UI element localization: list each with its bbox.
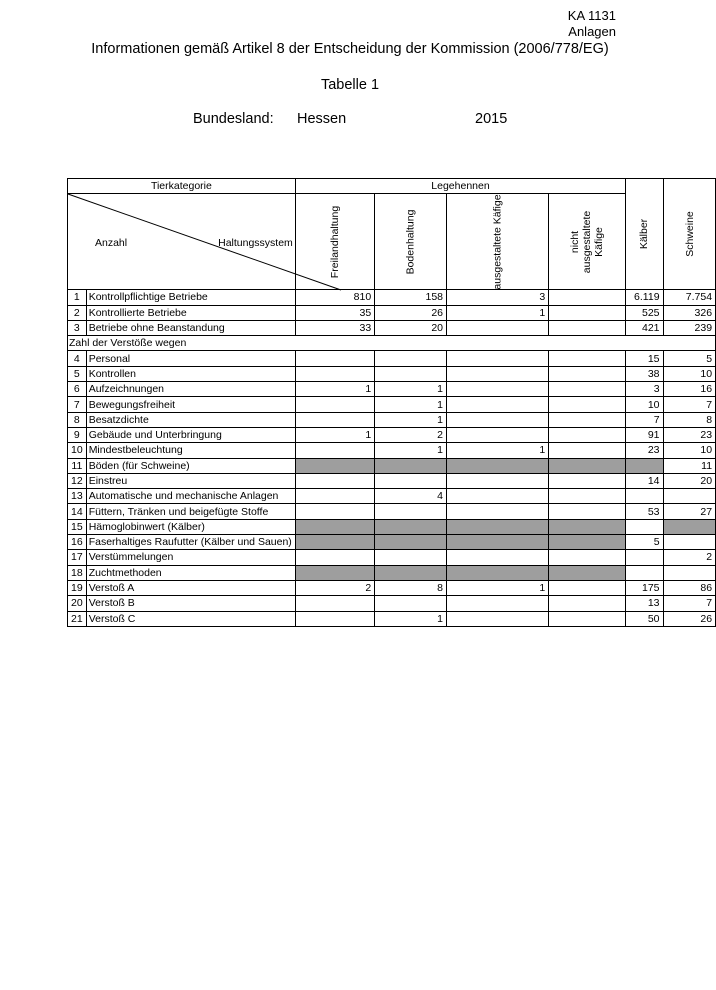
value-cell: 38 bbox=[626, 366, 663, 381]
value-cell: 20 bbox=[375, 320, 447, 335]
value-cell: 7 bbox=[663, 596, 716, 611]
value-cell bbox=[549, 580, 626, 595]
value-cell: 10 bbox=[663, 443, 716, 458]
value-cell: 810 bbox=[295, 290, 374, 305]
legehennen-header: Legehennen bbox=[295, 179, 625, 194]
table-row bbox=[68, 305, 716, 320]
value-cell bbox=[447, 458, 549, 473]
value-cell: 1 bbox=[375, 611, 447, 626]
value-cell: 2 bbox=[663, 550, 716, 565]
row-number: 20 bbox=[68, 596, 87, 611]
value-cell bbox=[295, 397, 374, 412]
value-cell bbox=[663, 565, 716, 580]
value-cell: 1 bbox=[375, 412, 447, 427]
value-cell bbox=[549, 427, 626, 442]
table-row bbox=[68, 489, 716, 504]
value-cell: 175 bbox=[626, 580, 663, 595]
value-cell bbox=[295, 443, 374, 458]
value-cell bbox=[549, 550, 626, 565]
row-label: Verstoß A bbox=[86, 580, 295, 595]
value-cell bbox=[626, 519, 663, 534]
value-cell: 1 bbox=[375, 382, 447, 397]
value-cell bbox=[295, 489, 374, 504]
value-cell bbox=[549, 489, 626, 504]
value-cell: 6.119 bbox=[626, 290, 663, 305]
value-cell: 421 bbox=[626, 320, 663, 335]
value-cell: 16 bbox=[663, 382, 716, 397]
row-number: 6 bbox=[68, 382, 87, 397]
row-number: 13 bbox=[68, 489, 87, 504]
row-number: 2 bbox=[68, 305, 87, 320]
value-cell: 1 bbox=[375, 443, 447, 458]
value-cell bbox=[375, 550, 447, 565]
value-cell: 23 bbox=[626, 443, 663, 458]
value-cell bbox=[295, 504, 374, 519]
row-number: 11 bbox=[68, 458, 87, 473]
column-header-ausgestaltete-kaefige: ausgestaltete Käfige bbox=[447, 194, 549, 290]
row-number: 1 bbox=[68, 290, 87, 305]
value-cell: 239 bbox=[663, 320, 716, 335]
row-number: 9 bbox=[68, 427, 87, 442]
value-cell bbox=[663, 519, 716, 534]
page-title: Informationen gemäß Artikel 8 der Entscheidung der Kommission (2006/778/EG) bbox=[91, 41, 609, 57]
value-cell bbox=[626, 565, 663, 580]
value-cell: 8 bbox=[663, 412, 716, 427]
value-cell bbox=[295, 473, 374, 488]
value-cell bbox=[626, 489, 663, 504]
value-cell: 3 bbox=[626, 382, 663, 397]
value-cell bbox=[375, 565, 447, 580]
value-cell: 35 bbox=[295, 305, 374, 320]
value-cell bbox=[549, 397, 626, 412]
table-row bbox=[68, 519, 716, 534]
value-cell bbox=[549, 519, 626, 534]
anlagen-label: Anlagen bbox=[568, 24, 616, 39]
value-cell: 91 bbox=[626, 427, 663, 442]
value-cell: 1 bbox=[375, 397, 447, 412]
value-cell: 33 bbox=[295, 320, 374, 335]
value-cell bbox=[375, 535, 447, 550]
value-cell bbox=[375, 458, 447, 473]
row-label: Verstoß B bbox=[86, 596, 295, 611]
table-row bbox=[68, 412, 716, 427]
value-cell bbox=[549, 382, 626, 397]
table-row bbox=[68, 535, 716, 550]
value-cell bbox=[549, 443, 626, 458]
value-cell bbox=[549, 305, 626, 320]
value-cell bbox=[447, 519, 549, 534]
value-cell bbox=[549, 504, 626, 519]
value-cell: 13 bbox=[626, 596, 663, 611]
row-label: Kontrollpflichtige Betriebe bbox=[86, 290, 295, 305]
table-row bbox=[68, 580, 716, 595]
diagonal-header-cell bbox=[68, 194, 296, 290]
value-cell bbox=[549, 596, 626, 611]
value-cell bbox=[375, 504, 447, 519]
column-header-bodenhaltung: Bodenhaltung bbox=[375, 194, 447, 290]
row-number: 18 bbox=[68, 565, 87, 580]
value-cell bbox=[447, 366, 549, 381]
value-cell: 1 bbox=[295, 382, 374, 397]
value-cell: 11 bbox=[663, 458, 716, 473]
row-label: Kontrollierte Betriebe bbox=[86, 305, 295, 320]
column-header-schweine: Schweine bbox=[663, 179, 716, 290]
value-cell bbox=[295, 351, 374, 366]
header-row-bottom bbox=[68, 194, 716, 290]
row-label: Kontrollen bbox=[86, 366, 295, 381]
column-header-freilandhaltung: Freilandhaltung bbox=[295, 194, 374, 290]
value-cell bbox=[626, 550, 663, 565]
row-number: 14 bbox=[68, 504, 87, 519]
row-label: Böden (für Schweine) bbox=[86, 458, 295, 473]
value-cell bbox=[549, 412, 626, 427]
table-row bbox=[68, 320, 716, 335]
value-cell bbox=[375, 519, 447, 534]
value-cell bbox=[295, 611, 374, 626]
value-cell bbox=[549, 473, 626, 488]
table-row bbox=[68, 351, 716, 366]
value-cell bbox=[447, 473, 549, 488]
value-cell: 158 bbox=[375, 290, 447, 305]
value-cell bbox=[447, 565, 549, 580]
value-cell: 525 bbox=[626, 305, 663, 320]
table-body bbox=[68, 179, 716, 627]
section-label: Zahl der Verstöße wegen bbox=[68, 336, 716, 351]
table-row bbox=[68, 504, 716, 519]
value-cell: 14 bbox=[626, 473, 663, 488]
value-cell bbox=[447, 550, 549, 565]
row-label: Füttern, Tränken und beigefügte Stoffe bbox=[86, 504, 295, 519]
value-cell bbox=[663, 535, 716, 550]
value-cell: 7 bbox=[663, 397, 716, 412]
value-cell bbox=[295, 565, 374, 580]
document-reference bbox=[568, 8, 616, 40]
row-label: Verstoß C bbox=[86, 611, 295, 626]
value-cell: 1 bbox=[447, 305, 549, 320]
row-label: Gebäude und Unterbringung bbox=[86, 427, 295, 442]
value-cell: 86 bbox=[663, 580, 716, 595]
header-row-top bbox=[68, 179, 716, 194]
value-cell: 1 bbox=[447, 443, 549, 458]
value-cell bbox=[447, 382, 549, 397]
value-cell: 26 bbox=[663, 611, 716, 626]
value-cell bbox=[549, 290, 626, 305]
value-cell bbox=[295, 412, 374, 427]
row-number: 3 bbox=[68, 320, 87, 335]
ka-number: KA 1131 bbox=[567, 8, 616, 23]
value-cell bbox=[295, 535, 374, 550]
row-label: Besatzdichte bbox=[86, 412, 295, 427]
value-cell bbox=[447, 504, 549, 519]
value-cell bbox=[549, 366, 626, 381]
row-label: Hämoglobinwert (Kälber) bbox=[86, 519, 295, 534]
table-row bbox=[68, 382, 716, 397]
row-number: 5 bbox=[68, 366, 87, 381]
table-row bbox=[68, 596, 716, 611]
inspection-table bbox=[67, 178, 716, 627]
row-number: 16 bbox=[68, 535, 87, 550]
column-header-kaelber: Kälber bbox=[626, 179, 663, 290]
table-row bbox=[68, 427, 716, 442]
value-cell: 5 bbox=[663, 351, 716, 366]
section-row bbox=[68, 336, 716, 351]
anzahl-label: Anzahl bbox=[95, 237, 128, 250]
value-cell bbox=[447, 320, 549, 335]
row-number: 12 bbox=[68, 473, 87, 488]
value-cell: 2 bbox=[375, 427, 447, 442]
row-number: 21 bbox=[68, 611, 87, 626]
haltungssystem-label: Haltungssystem bbox=[218, 237, 293, 250]
column-header-nicht-ausgestaltete-kaefige: nicht ausgestaltete Käfige bbox=[549, 194, 626, 290]
row-label: Automatische und mechanische Anlagen bbox=[86, 489, 295, 504]
value-cell bbox=[375, 366, 447, 381]
table-row bbox=[68, 550, 716, 565]
table-row bbox=[68, 473, 716, 488]
value-cell: 26 bbox=[375, 305, 447, 320]
row-label: Faserhaltiges Raufutter (Kälber und Sauen) bbox=[86, 535, 295, 550]
value-cell bbox=[549, 320, 626, 335]
value-cell: 5 bbox=[626, 535, 663, 550]
value-cell bbox=[295, 366, 374, 381]
value-cell: 10 bbox=[663, 366, 716, 381]
row-number: 19 bbox=[68, 580, 87, 595]
value-cell: 53 bbox=[626, 504, 663, 519]
table-row bbox=[68, 290, 716, 305]
value-cell bbox=[447, 351, 549, 366]
value-cell: 20 bbox=[663, 473, 716, 488]
bundesland-label: Bundesland: bbox=[193, 111, 274, 127]
value-cell bbox=[663, 489, 716, 504]
value-cell: 1 bbox=[295, 427, 374, 442]
value-cell bbox=[626, 458, 663, 473]
value-cell: 326 bbox=[663, 305, 716, 320]
value-cell: 27 bbox=[663, 504, 716, 519]
value-cell bbox=[375, 473, 447, 488]
value-cell: 50 bbox=[626, 611, 663, 626]
row-label: Aufzeichnungen bbox=[86, 382, 295, 397]
value-cell bbox=[549, 458, 626, 473]
tierkategorie-header: Tierkategorie bbox=[68, 179, 296, 194]
value-cell bbox=[295, 550, 374, 565]
value-cell bbox=[375, 351, 447, 366]
row-number: 4 bbox=[68, 351, 87, 366]
table-row bbox=[68, 397, 716, 412]
value-cell bbox=[447, 427, 549, 442]
value-cell bbox=[295, 519, 374, 534]
value-cell bbox=[295, 458, 374, 473]
value-cell bbox=[295, 596, 374, 611]
row-label: Betriebe ohne Beanstandung bbox=[86, 320, 295, 335]
table-row bbox=[68, 565, 716, 580]
value-cell: 15 bbox=[626, 351, 663, 366]
row-label: Mindestbeleuchtung bbox=[86, 443, 295, 458]
value-cell: 3 bbox=[447, 290, 549, 305]
value-cell: 23 bbox=[663, 427, 716, 442]
bundesland-value: Hessen bbox=[297, 111, 347, 127]
row-number: 15 bbox=[68, 519, 87, 534]
row-label: Zuchtmethoden bbox=[86, 565, 295, 580]
table-row bbox=[68, 443, 716, 458]
value-cell: 7 bbox=[626, 412, 663, 427]
row-number: 10 bbox=[68, 443, 87, 458]
row-label: Bewegungsfreiheit bbox=[86, 397, 295, 412]
value-cell bbox=[549, 565, 626, 580]
row-number: 8 bbox=[68, 412, 87, 427]
value-cell: 4 bbox=[375, 489, 447, 504]
value-cell: 10 bbox=[626, 397, 663, 412]
row-number: 7 bbox=[68, 397, 87, 412]
report-year: 2015 bbox=[475, 111, 508, 127]
row-label: Verstümmelungen bbox=[86, 550, 295, 565]
value-cell bbox=[447, 412, 549, 427]
value-cell: 7.754 bbox=[663, 290, 716, 305]
row-number: 17 bbox=[68, 550, 87, 565]
table-caption: Tabelle 1 bbox=[320, 77, 380, 93]
value-cell bbox=[447, 535, 549, 550]
row-label: Personal bbox=[86, 351, 295, 366]
value-cell bbox=[447, 489, 549, 504]
value-cell: 1 bbox=[447, 580, 549, 595]
table-row bbox=[68, 611, 716, 626]
value-cell bbox=[549, 351, 626, 366]
value-cell bbox=[549, 535, 626, 550]
value-cell: 8 bbox=[375, 580, 447, 595]
table-row bbox=[68, 366, 716, 381]
value-cell bbox=[447, 397, 549, 412]
value-cell bbox=[447, 596, 549, 611]
value-cell bbox=[549, 611, 626, 626]
value-cell bbox=[375, 596, 447, 611]
row-label: Einstreu bbox=[86, 473, 295, 488]
table-row bbox=[68, 458, 716, 473]
value-cell: 2 bbox=[295, 580, 374, 595]
value-cell bbox=[447, 611, 549, 626]
